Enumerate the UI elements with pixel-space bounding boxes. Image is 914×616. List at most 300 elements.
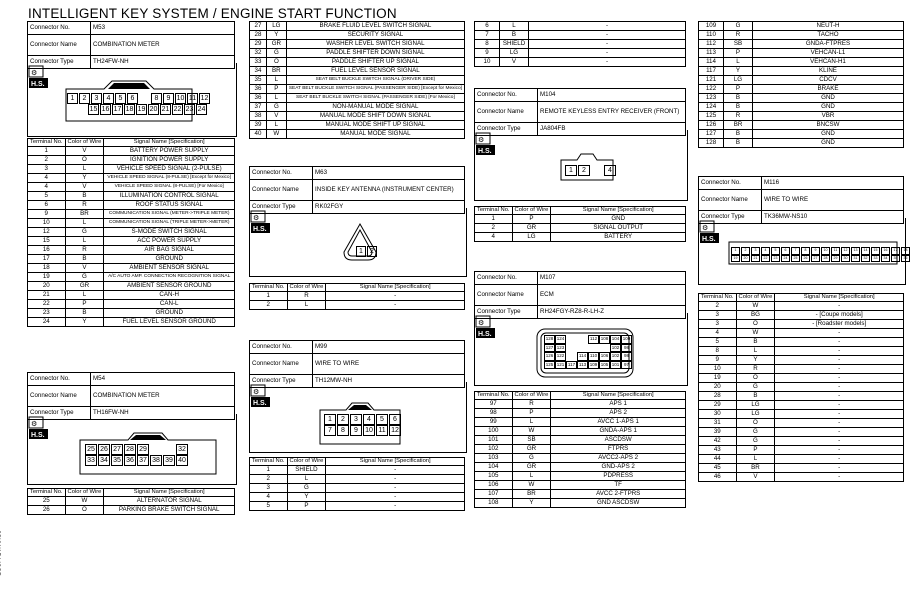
cell-terminal: 27 (250, 22, 267, 31)
table-row (475, 22, 686, 31)
connector-pin: 24 (781, 255, 790, 263)
cell-color: W (512, 427, 551, 436)
connector-m63-info (249, 166, 465, 214)
cell-terminal: 1 (250, 292, 288, 301)
table-row (475, 427, 686, 436)
cell-terminal: 37 (250, 103, 267, 112)
table-row (699, 67, 904, 76)
cell-signal: VEHCAN-L1 (753, 49, 904, 58)
connector-pin: 39 (163, 455, 175, 466)
label-connector-type: Connector Type (28, 407, 91, 420)
cell-color: Y (512, 499, 551, 508)
table-row (699, 428, 904, 437)
cell-terminal: 35 (250, 76, 267, 85)
cell-color: L (736, 455, 775, 464)
svg-text:H.S.: H.S. (31, 81, 45, 88)
cell-signal: - (775, 374, 904, 383)
cell-signal: SIGNAL OUTPUT (551, 224, 686, 233)
cell-signal: - (326, 484, 465, 493)
cell-color: P (724, 85, 753, 94)
table-row (699, 49, 904, 58)
table-row (28, 147, 235, 156)
cell-terminal: 4 (699, 329, 737, 338)
table-row (28, 183, 235, 192)
cell-terminal: 29 (699, 401, 737, 410)
col-color: Color of Wire (65, 489, 104, 497)
connector-pin: 9 (811, 247, 820, 255)
connector-pin: 122 (555, 352, 566, 361)
cell-terminal: 103 (475, 454, 513, 463)
cell-terminal: 98 (475, 409, 513, 418)
col-terminal: Terminal No. (250, 284, 288, 292)
connector-pin: 25 (85, 444, 97, 455)
cell-color: V (65, 147, 104, 156)
connector-pin: 30 (841, 255, 850, 263)
cell-terminal: 126 (699, 121, 724, 130)
cell-color: L (65, 237, 104, 246)
cell-color: LG (512, 233, 551, 242)
cell-terminal: 25 (28, 497, 66, 506)
cell-terminal: 127 (699, 130, 724, 139)
connector-pin: 16 (101, 106, 110, 113)
cell-signal: COMMUNICATION SIGNAL (METER->TRIPLE METER) (104, 210, 235, 219)
cell-terminal: 110 (699, 31, 724, 40)
connector-pin: 15 (871, 247, 880, 255)
svg-text:H.S.: H.S. (253, 400, 267, 407)
cell-signal: AIR BAG SIGNAL (104, 246, 235, 255)
table-row (250, 502, 465, 511)
connector-pin: 28 (821, 255, 830, 263)
table-row (250, 103, 465, 112)
connector-pin: 36 (901, 255, 910, 263)
cell-terminal: 9 (28, 210, 66, 219)
connector-pin: 40 (176, 455, 188, 466)
m99-signal-table (249, 457, 465, 511)
cell-color: L (266, 121, 286, 130)
label-connector-name: Connector Name (28, 35, 91, 56)
cell-color: LG (266, 22, 286, 31)
cell-terminal: 102 (475, 445, 513, 454)
svg-text:H.S.: H.S. (253, 226, 267, 233)
table-row (250, 112, 465, 121)
table-row (475, 49, 686, 58)
connector-m116-face (698, 218, 906, 285)
label-connector-type: Connector Type (250, 201, 313, 214)
connector-pin: 8 (801, 247, 810, 255)
cell-signal: AMBIENT SENSOR GROUND (104, 282, 235, 291)
cell-signal: CAN-H (104, 291, 235, 300)
connector-pin (588, 344, 599, 353)
cell-signal: FTPRS (551, 445, 686, 454)
connector-pin: 1 (356, 246, 366, 257)
cell-terminal: 107 (475, 490, 513, 499)
cell-color: R (512, 400, 551, 409)
cell-color: L (65, 291, 104, 300)
connector-pin: 1 (731, 247, 740, 255)
cell-signal: - (775, 392, 904, 401)
cell-terminal: 1 (475, 215, 513, 224)
table-row (475, 490, 686, 499)
m53-name: COMBINATION METER (91, 35, 235, 56)
table-row (699, 22, 904, 31)
table-row (250, 292, 465, 301)
connector-pin: 32 (861, 255, 870, 263)
hs-icon (250, 210, 272, 233)
cell-color: SB (512, 436, 551, 445)
connector-pin: 3 (91, 93, 102, 104)
m54-name: COMBINATION METER (91, 386, 235, 407)
table-row (28, 219, 235, 228)
label-connector-name: Connector Name (250, 354, 313, 375)
cell-terminal: 39 (699, 428, 737, 437)
table-row (699, 401, 904, 410)
connector-pin: 106 (599, 352, 610, 361)
connector-pin: 29 (831, 255, 840, 263)
table-row (250, 49, 465, 58)
cell-signal: - (529, 22, 686, 31)
table-row (475, 481, 686, 490)
cell-color: Y (65, 174, 104, 183)
connector-pin: 27 (811, 255, 820, 263)
cell-color: P (65, 300, 104, 309)
m116-pin-rows (731, 247, 911, 262)
cell-signal: SECURITY SIGNAL (286, 31, 464, 40)
table-row (28, 291, 235, 300)
table-row (699, 464, 904, 473)
connector-pin: 2 (367, 246, 377, 257)
cell-color: BR (512, 490, 551, 499)
cell-color: L (287, 301, 326, 310)
cell-color: R (287, 292, 326, 301)
connector-pin: 9 (163, 93, 174, 104)
connector-pin: 124 (555, 335, 566, 344)
table-row (699, 85, 904, 94)
cell-color: Y (65, 318, 104, 327)
m104-no: M104 (538, 89, 686, 102)
cell-signal: GROUND (104, 255, 235, 264)
connector-pin: 28 (124, 444, 136, 455)
cell-color: W (736, 329, 775, 338)
page-title: INTELLIGENT KEY SYSTEM / ENGINE START FUNCTION (28, 6, 397, 21)
m54-signal-table (27, 488, 235, 515)
table-row (250, 85, 465, 94)
table-row (28, 497, 235, 506)
col-signal: Signal Name [Specification] (326, 284, 465, 292)
cell-terminal: 45 (699, 464, 737, 473)
table-row (699, 347, 904, 356)
cell-terminal: 123 (699, 94, 724, 103)
label-connector-type: Connector Type (475, 306, 538, 319)
cell-color: GR (266, 40, 286, 49)
table-row (28, 246, 235, 255)
cell-terminal: 128 (699, 139, 724, 148)
cell-signal: FUEL LEVEL SENSOR SIGNAL (286, 67, 464, 76)
cell-terminal: 43 (699, 446, 737, 455)
connector-pin: 29 (137, 444, 149, 455)
table-row (699, 329, 904, 338)
connector-pin: 34 (98, 455, 110, 466)
svg-text:H.S.: H.S. (478, 148, 492, 155)
connector-pin: 109 (588, 361, 599, 370)
connector-pin: 12 (200, 95, 209, 102)
connector-pin: 6 (127, 93, 138, 104)
cell-signal: PADDLE SHIFTER DOWN SIGNAL (286, 49, 464, 58)
cell-signal: - (775, 365, 904, 374)
connector-m104-face (474, 130, 688, 201)
label-connector-no: Connector No. (250, 341, 313, 354)
cell-terminal: 39 (250, 121, 267, 130)
connector-pin (591, 165, 603, 176)
connector-pin: 20 (741, 255, 750, 263)
connector-pin: 11 (831, 247, 840, 255)
connector-pin: 11 (188, 95, 197, 102)
table-row (699, 374, 904, 383)
cell-signal: - (775, 437, 904, 446)
cell-terminal: 5 (250, 502, 288, 511)
cell-signal: FUEL LEVEL SENSOR GROUND (104, 318, 235, 327)
table-row (699, 139, 904, 148)
cell-terminal: 2 (250, 475, 288, 484)
connector-pin: 125 (544, 361, 555, 370)
cell-color: GR (65, 282, 104, 291)
cell-signal: - (775, 428, 904, 437)
connector-pin: 3 (751, 247, 760, 255)
hs-icon (28, 416, 50, 439)
m116-type: TK36MW-NS10 (762, 211, 904, 224)
col-signal: Signal Name [Specification] (551, 392, 686, 400)
connector-pin: 22 (173, 106, 182, 113)
svg-text:⚙: ⚙ (478, 137, 485, 144)
table-row (475, 499, 686, 508)
hs-icon (699, 220, 721, 243)
table-row (699, 419, 904, 428)
connector-pin: 102 (610, 352, 621, 361)
connector-pin: 26 (98, 444, 110, 455)
label-connector-type: Connector Type (250, 375, 313, 388)
table-row (475, 224, 686, 233)
figure-code (0, 530, 1, 576)
table-row (28, 264, 235, 273)
cell-color: V (736, 473, 775, 482)
connector-pin: 5 (376, 414, 388, 425)
cell-color: BR (266, 67, 286, 76)
hs-icon (475, 132, 497, 155)
cell-color: B (724, 94, 753, 103)
label-connector-type: Connector Type (28, 56, 91, 69)
cell-color: V (65, 264, 104, 273)
cell-color: G (724, 22, 753, 31)
cell-color: R (736, 365, 775, 374)
cell-color: L (65, 165, 104, 174)
cell-color: LG (724, 76, 753, 85)
table-row (475, 233, 686, 242)
cell-signal: - [Roadster models] (775, 320, 904, 329)
table-row (699, 338, 904, 347)
col-signal: Signal Name [Specification] (775, 294, 904, 302)
label-connector-no: Connector No. (28, 22, 91, 35)
table-row (475, 58, 686, 67)
col-signal: Signal Name [Specification] (104, 489, 235, 497)
svg-text:H.S.: H.S. (478, 331, 492, 338)
connector-pin: 20 (149, 106, 158, 113)
cell-terminal: 36 (250, 85, 267, 94)
connector-m104-info (474, 88, 686, 136)
connector-pin: 4 (363, 414, 375, 425)
cell-terminal: 20 (28, 282, 66, 291)
label-connector-name: Connector Name (475, 102, 538, 123)
label-connector-no: Connector No. (475, 272, 538, 285)
cell-signal: SEAT BELT BUCKLE SWITCH SIGNAL (PASSENGER SIDE) [For Mexico] (286, 94, 464, 103)
cell-signal: S-MODE SWITCH SIGNAL (104, 228, 235, 237)
label-connector-no: Connector No. (28, 373, 91, 386)
cell-terminal: 108 (475, 499, 513, 508)
connector-pin: 102 (610, 344, 621, 353)
cell-signal: - (326, 502, 465, 511)
cell-signal: - (775, 473, 904, 482)
table-row (28, 210, 235, 219)
cell-color: Y (724, 67, 753, 76)
connector-pin: 17 (113, 106, 122, 113)
cell-signal: BRAKE FLUID LEVEL SWITCH SIGNAL (286, 22, 464, 31)
table-row (28, 237, 235, 246)
cell-terminal: 16 (28, 246, 66, 255)
connector-pin (566, 335, 577, 344)
connector-pin: 33 (871, 255, 880, 263)
col-signal: Signal Name [Specification] (104, 139, 235, 147)
label-connector-no: Connector No. (699, 177, 762, 190)
cell-signal: NEUT-H (753, 22, 904, 31)
m99-name: WIRE TO WIRE (313, 354, 465, 375)
cell-color: P (512, 409, 551, 418)
connector-pin: 127 (544, 344, 555, 353)
cell-color: O (736, 320, 775, 329)
connector-pin: 8 (337, 425, 349, 436)
cell-signal: GND ASCDSW (551, 499, 686, 508)
m63-no: M63 (313, 167, 465, 180)
table-row (475, 31, 686, 40)
table-row (699, 121, 904, 130)
svg-text:⚙: ⚙ (702, 225, 709, 232)
cell-signal: KLINE (753, 67, 904, 76)
cell-color: GR (512, 463, 551, 472)
cell-color: G (266, 103, 286, 112)
cell-signal: PARKING BRAKE SWITCH SIGNAL (104, 506, 235, 515)
table-row (475, 215, 686, 224)
connector-pin: 1 (324, 414, 336, 425)
connector-pin: 13 (851, 247, 860, 255)
table-row (28, 282, 235, 291)
cell-signal: - (775, 401, 904, 410)
m107-signal-table (474, 391, 686, 508)
connector-pin: 23 (771, 255, 780, 263)
cell-terminal: 104 (475, 463, 513, 472)
cell-terminal: 6 (475, 22, 500, 31)
cell-color: L (724, 58, 753, 67)
cell-color: P (724, 49, 753, 58)
cell-color: O (65, 156, 104, 165)
connector-pin: 32 (176, 444, 188, 455)
connector-pin: 15 (89, 106, 98, 113)
cell-color: B (65, 255, 104, 264)
col-color: Color of Wire (736, 294, 775, 302)
connector-pin: 104 (610, 335, 621, 344)
m63-pin-row (356, 246, 378, 257)
cell-color: O (266, 58, 286, 67)
cell-terminal: 42 (699, 437, 737, 446)
table-row (250, 94, 465, 103)
cell-signal: - (775, 347, 904, 356)
cell-terminal: 33 (250, 58, 267, 67)
cell-terminal: 46 (699, 473, 737, 482)
cell-terminal: 4 (28, 174, 66, 183)
cell-color: G (736, 437, 775, 446)
m104-pin-row (565, 165, 617, 176)
cell-terminal: 28 (250, 31, 267, 40)
connector-pin: 24 (197, 106, 206, 113)
table-row (699, 31, 904, 40)
connector-pin: 4 (761, 247, 770, 255)
connector-pin: 4 (604, 165, 616, 176)
col-color: Color of Wire (287, 284, 326, 292)
cell-terminal: 1 (250, 466, 288, 475)
connector-pin: 7 (324, 425, 336, 436)
connector-pin: 27 (111, 444, 123, 455)
table-row (699, 437, 904, 446)
cell-color: L (266, 94, 286, 103)
cell-color: GR (512, 445, 551, 454)
cell-signal: BATTERY (551, 233, 686, 242)
cell-color: SB (724, 40, 753, 49)
connector-pin: 101 (610, 361, 621, 370)
cell-color: G (287, 484, 326, 493)
m63-name: INSIDE KEY ANTENNA (INSTRUMENT CENTER) (313, 180, 465, 201)
cell-signal: - (529, 58, 686, 67)
cell-signal: - (775, 464, 904, 473)
connector-pin: 98 (621, 352, 632, 361)
table-row (699, 410, 904, 419)
label-connector-name: Connector Name (250, 180, 313, 201)
connector-pin (139, 93, 150, 104)
cell-signal: GND (753, 103, 904, 112)
table-row (28, 506, 235, 515)
table-row (699, 94, 904, 103)
connector-pin: 26 (801, 255, 810, 263)
cell-color: BR (724, 121, 753, 130)
table-row (28, 201, 235, 210)
cell-signal: - (326, 292, 465, 301)
cell-signal: - (775, 383, 904, 392)
cell-signal: PDPRESS (551, 472, 686, 481)
table-row (475, 409, 686, 418)
table-row (28, 300, 235, 309)
m63-signal-table (249, 283, 465, 310)
table-row (699, 58, 904, 67)
cell-signal: MANUAL MODE SHIFT DOWN SIGNAL (286, 112, 464, 121)
cell-signal: AMBIENT SENSOR SIGNAL (104, 264, 235, 273)
cell-terminal: 124 (699, 103, 724, 112)
cell-signal: - (326, 301, 465, 310)
table-row (250, 466, 465, 475)
cell-terminal: 19 (699, 374, 737, 383)
table-row (475, 445, 686, 454)
cell-color: V (65, 183, 104, 192)
cell-terminal: 23 (28, 309, 66, 318)
connector-pin: 5 (115, 93, 126, 104)
table-row (250, 121, 465, 130)
m53-signal-table-continued (249, 21, 465, 139)
cell-signal: AVCC 1-APS 1 (551, 418, 686, 427)
cell-terminal: 40 (250, 130, 267, 139)
